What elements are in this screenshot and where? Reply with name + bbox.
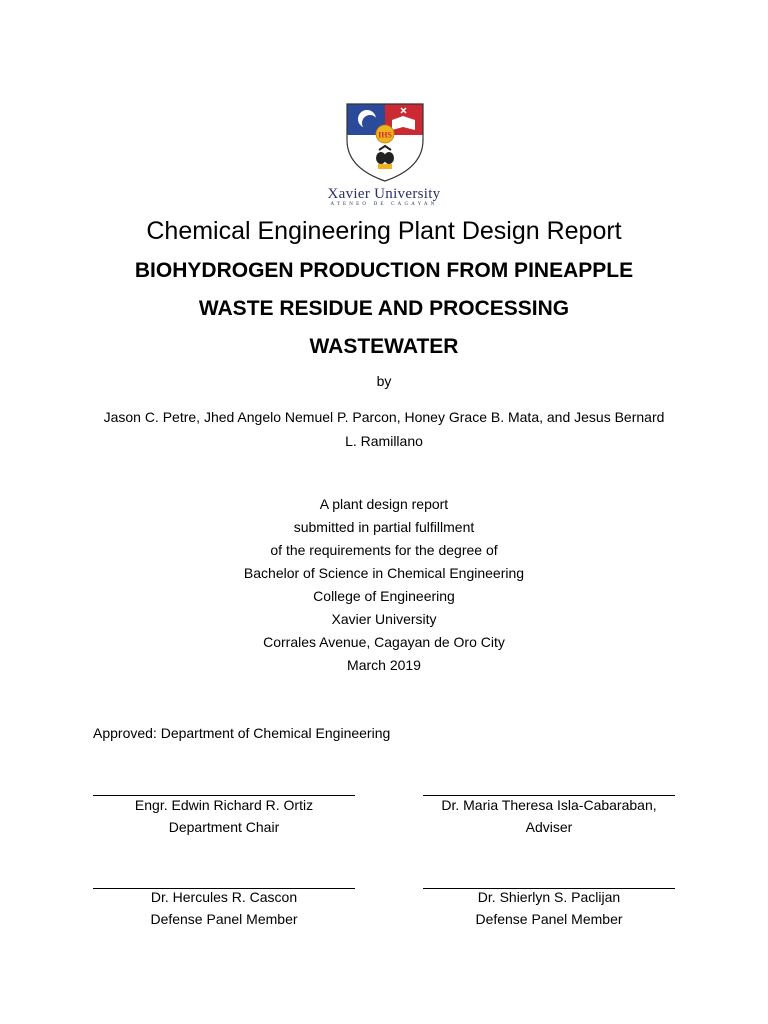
- signatory-role: Defense Panel Member: [475, 911, 623, 927]
- report-title-line-2: WASTE RESIDUE AND PROCESSING: [198, 297, 570, 320]
- fulfillment-statement: [0, 493, 768, 677]
- fulfillment-line: Corrales Avenue, Cagayan de Oro City: [263, 634, 505, 650]
- report-title-line-1: BIOHYDROGEN PRODUCTION FROM PINEAPPLE: [134, 259, 634, 282]
- authors-line-2: L. Ramillano: [345, 433, 423, 449]
- signatory-adviser: [423, 794, 675, 838]
- signatory-name: Dr. Shierlyn S. Paclijan: [477, 889, 621, 905]
- by-label: by: [376, 373, 392, 389]
- signatory-name: Engr. Edwin Richard R. Ortiz: [134, 797, 314, 813]
- fulfillment-line: A plant design report: [319, 496, 449, 512]
- university-subtitle: ATENEO DE CAGAYAN: [330, 202, 438, 207]
- authors-line-1: Jason C. Petre, Jhed Angelo Nemuel P. Parcon, Honey Grace B. Mata, and Jesus Bernard: [103, 409, 665, 425]
- report-type: Chemical Engineering Plant Design Report: [146, 217, 622, 245]
- signatory-name: Dr. Maria Theresa Isla-Cabaraban,: [441, 797, 657, 813]
- signatory-name: Dr. Hercules R. Cascon: [150, 889, 298, 905]
- seal-monogram: IHS: [378, 130, 392, 140]
- fulfillment-line: Bachelor of Science in Chemical Engineering: [243, 565, 525, 581]
- approved-label: Approved: Department of Chemical Engineering: [93, 725, 391, 741]
- signatory-role: Department Chair: [168, 819, 280, 835]
- fulfillment-line: Xavier University: [331, 611, 437, 627]
- signatory-role: Defense Panel Member: [150, 911, 298, 927]
- fulfillment-line: of the requirements for the degree of: [270, 542, 498, 558]
- university-name: Xavier University: [327, 186, 441, 202]
- signatory-department-chair: [93, 794, 355, 838]
- report-title-line-3: WASTEWATER: [309, 335, 459, 358]
- fulfillment-line: submitted in partial fulfillment: [293, 519, 475, 535]
- signatory-panel-member: [423, 886, 675, 930]
- authors: [0, 405, 768, 453]
- signatory-role: Adviser: [525, 819, 573, 835]
- xavier-university-seal-icon: [345, 102, 425, 182]
- signatory-panel-member: [93, 886, 355, 930]
- fulfillment-date: March 2019: [347, 657, 421, 673]
- fulfillment-line: College of Engineering: [313, 588, 455, 604]
